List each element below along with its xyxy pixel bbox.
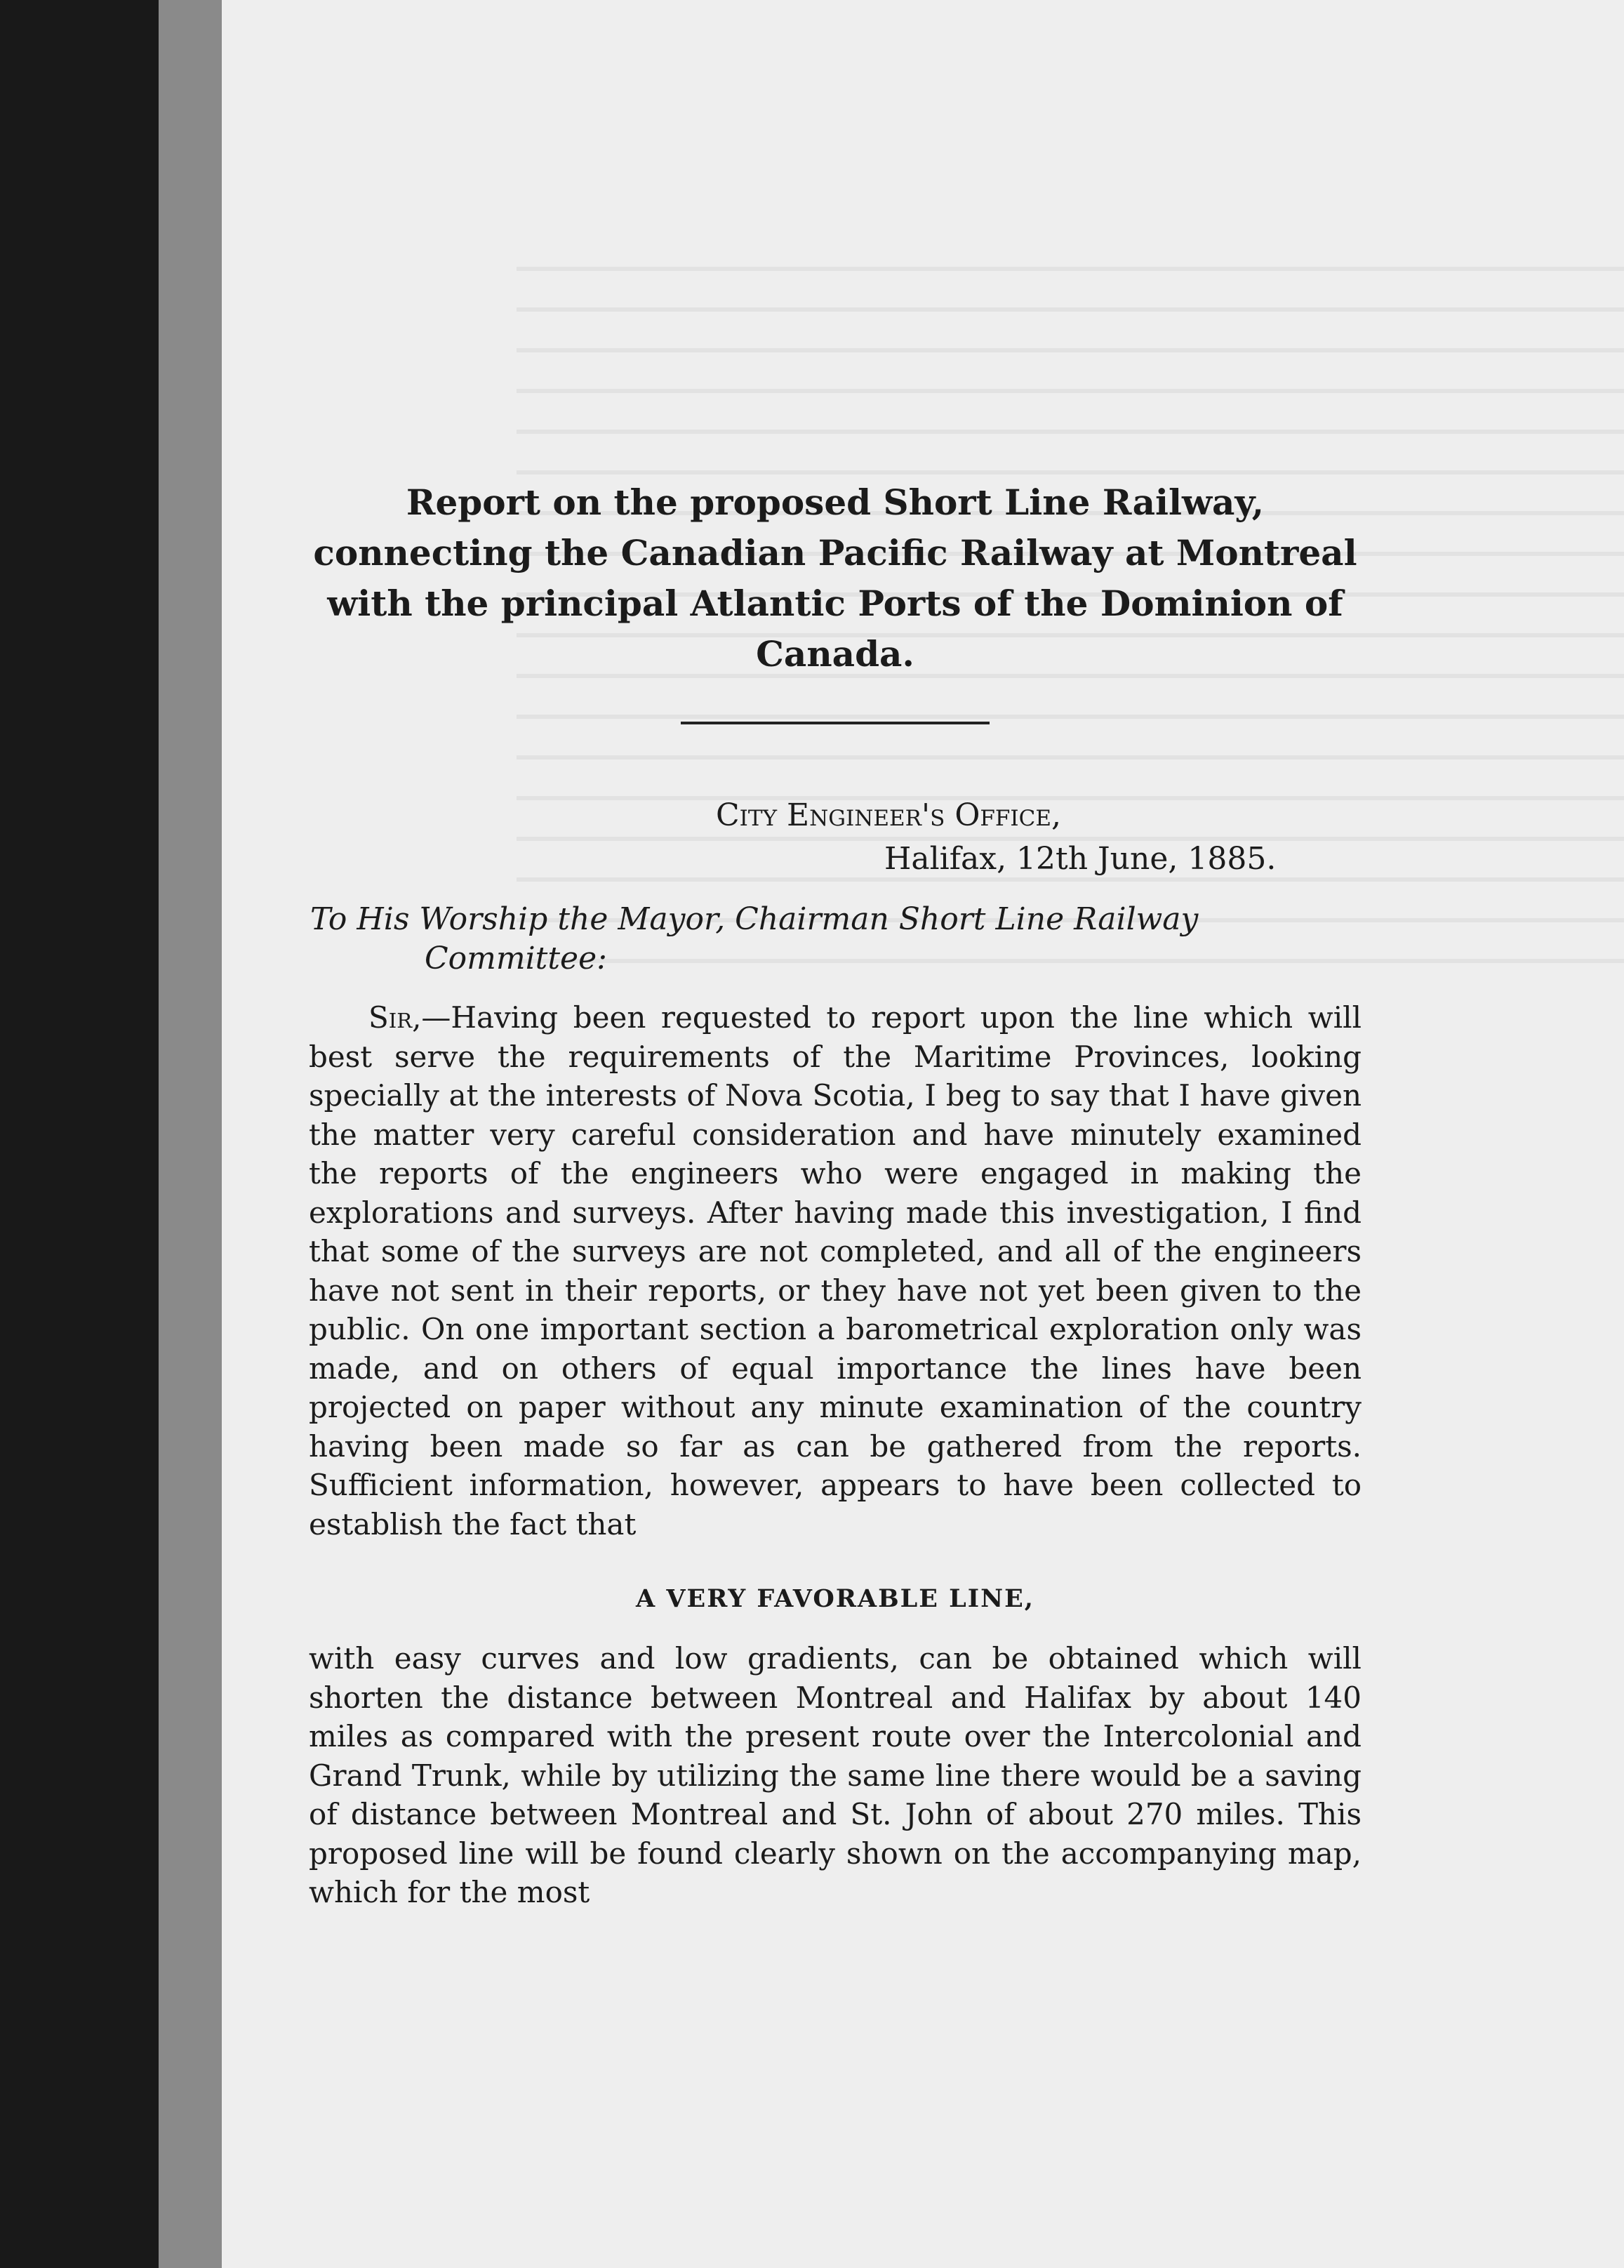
section-subheading: A VERY FAVORABLE LINE, [636,1584,1034,1613]
paragraph-1 [309,998,1362,1544]
salutation-continuation: Committee: [425,941,607,976]
page-gutter [159,0,222,2268]
scan-dark-margin [0,0,159,2268]
office-line: City Engineer's Office, [716,797,1062,833]
paragraph-1-text: —Having been requested to report upon the line which will best serve the requirements of the Maritime Provinces, looking specially at the interests of Nova Scotia, I beg to say that I have given the matter very careful consideration and have minutely examined the reports of the engineers who were engaged in making the explorations and surveys. After having made this investigation, I find that some of the surveys are not completed, and all of the engineers have not sent in their reports, or they have not yet been given to the public. On one important section a barometrical exploration only was made, and on others of equal importance the lines have been projected on paper without any minute examination of the country having been made so far as can be gathered from the reports. Sufficient information, however, appears to have been collected to establish the fact that [309,1000,1362,1541]
paragraph-2: with easy curves and low gradients, can be obtained which will shorten the distance between Montreal and Halifax by about 140 miles as compared with the present route over the Intercolonial and Grand Trunk, while by utilizing the same line there would be a saving of distance between Montreal and St. John of about 270 miles. This proposed line will be found clearly shown on the accompanying map, which for the most [309,1641,1362,1909]
title-divider [681,722,990,724]
date-line: Halifax, 12th June, 1885. [884,841,1277,877]
document-title: Report on the proposed Short Line Railway, connecting the Canadian Pacific Railway at Montreal with the principal Atlantic Ports of the Dominion of Canada. [313,482,1357,675]
body-text-continued [309,1639,1362,1912]
paragraph-lead: Sir, [368,1000,422,1035]
document-content [309,477,1362,1912]
salutation-line: To His Worship the Mayor, Chairman Short Line Railway [310,901,1199,937]
body-text [309,998,1362,1544]
